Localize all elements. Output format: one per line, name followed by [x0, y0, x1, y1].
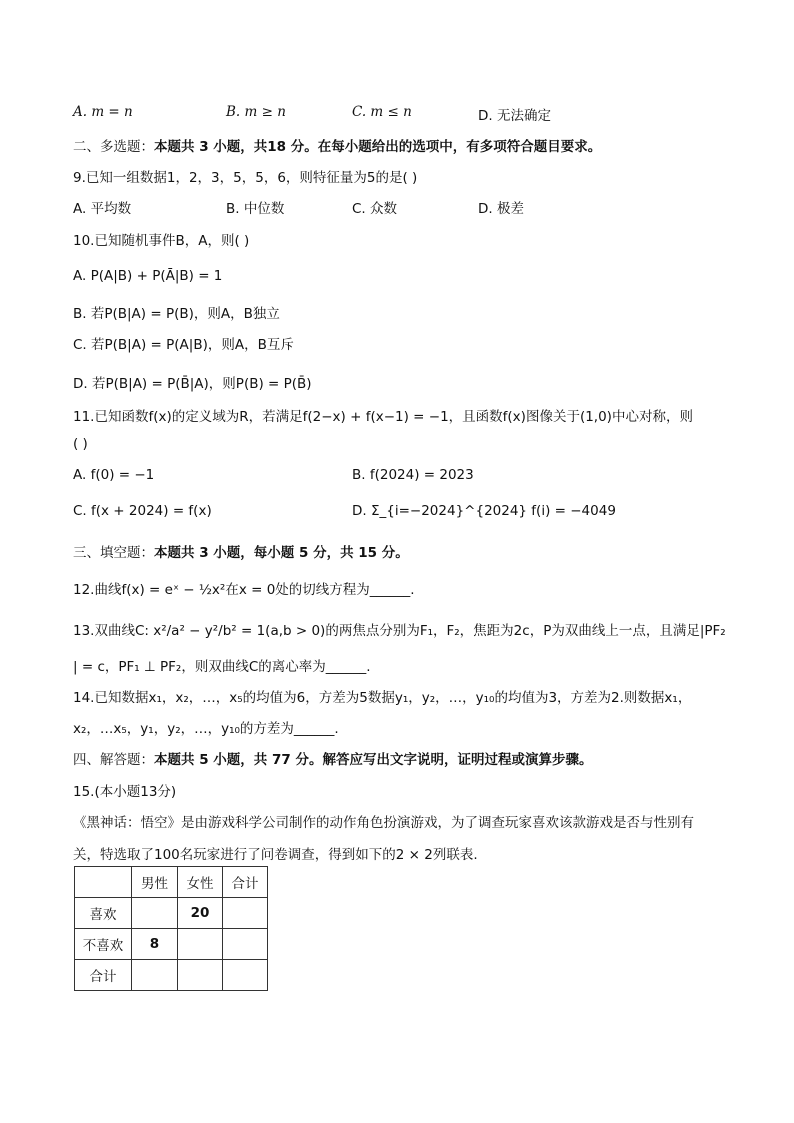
- q8-option-b: B. m ≥ n: [226, 104, 286, 120]
- q11-option-b: B. f(2024) = 2023: [352, 467, 474, 483]
- table-cell: 20: [178, 898, 223, 929]
- q15-paragraph-line2: 关，特选取了100名玩家进行了问卷调查，得到如下的2 × 2列联表.: [73, 847, 478, 863]
- table-row: [75, 929, 268, 960]
- table-cell: [223, 960, 268, 991]
- q9-stem: 9.已知一组数据1，2，3，5，5，6，则特征量为5的是( ): [73, 170, 418, 186]
- table-cell: 8: [132, 929, 178, 960]
- q9-option-c: C. 众数: [352, 201, 398, 217]
- table-cell: [132, 960, 178, 991]
- table-row: [75, 960, 268, 991]
- table-cell: [223, 898, 268, 929]
- q8-option-a: A. m = n: [73, 104, 133, 120]
- q14-line2: x₂，…x₅，y₁，y₂，…，y₁₀的方差为______.: [73, 721, 339, 737]
- section-3-text: 本题共 3 小题，每小题 5 分，共 15 分。: [154, 545, 409, 561]
- section-4-text: 本题共 5 小题，共 77 分。解答应写出文字说明，证明过程或演算步骤。: [154, 752, 593, 768]
- table-header-cell: 男性: [132, 867, 178, 898]
- section-4-label: 四、解答题：: [73, 752, 154, 768]
- section-2-heading: [73, 135, 601, 155]
- table-header-cell: 合计: [223, 867, 268, 898]
- section-4-heading: [73, 748, 592, 768]
- q11-stem-line2: ( ): [73, 436, 88, 452]
- table-row-label: 合计: [75, 960, 132, 991]
- q11-option-c: C. f(x + 2024) = f(x): [73, 503, 212, 519]
- q8-option-c: C. m ≤ n: [352, 104, 412, 120]
- q15-heading: 15.(本小题13分): [73, 784, 177, 800]
- q13-line2: | = c，PF₁ ⊥ PF₂，则双曲线C的离心率为______.: [73, 659, 371, 675]
- q9-option-d: D. 极差: [478, 201, 524, 217]
- q10-stem: 10.已知随机事件B，A，则( ): [73, 233, 250, 249]
- q13-line1: 13.双曲线C: x²/a² − y²/b² = 1(a,b > 0)的两焦点分别为F₁，F₂，焦距为2c，P为双曲线上一点，且满足|PF₂: [73, 623, 726, 639]
- section-2-text: 本题共 3 小题，共18 分。在每小题给出的选项中，有多项符合题目要求。: [154, 139, 602, 155]
- table-row-label: 喜欢: [75, 898, 132, 929]
- section-3-heading: [73, 541, 409, 561]
- section-3-label: 三、填空题：: [73, 545, 154, 561]
- table-header-cell: [75, 867, 132, 898]
- q14-line1: 14.已知数据x₁，x₂，…，x₅的均值为6，方差为5数据y₁，y₂，…，y₁₀的均值为3，方差为2.则数据x₁，: [73, 690, 692, 706]
- q12-text: 12.曲线f(x) = eˣ − ½x²在x = 0处的切线方程为______.: [73, 582, 415, 598]
- q11-option-a: A. f(0) = −1: [73, 467, 155, 483]
- q10-option-d: D. 若P(B|A) = P(B̄|A)，则P(B) = P(B̄): [73, 376, 312, 392]
- table-header-row: [75, 867, 268, 898]
- q9-option-a: A. 平均数: [73, 201, 132, 217]
- table-cell: [178, 960, 223, 991]
- table-cell: [223, 929, 268, 960]
- table-cell: [178, 929, 223, 960]
- q9-option-b: B. 中位数: [226, 201, 285, 217]
- q10-option-c: C. 若P(B|A) = P(A|B)，则A，B互斥: [73, 337, 294, 353]
- section-2-label: 二、多选题：: [73, 139, 154, 155]
- q11-option-d: D. Σ_{i=−2024}^{2024} f(i) = −4049: [352, 503, 616, 519]
- table-cell: [132, 898, 178, 929]
- table-row-label: 不喜欢: [75, 929, 132, 960]
- table-row: [75, 898, 268, 929]
- contingency-table: [74, 866, 268, 991]
- q15-paragraph-line1: 《黑神话：悟空》是由游戏科学公司制作的动作角色扮演游戏，为了调查玩家喜欢该款游戏是否与性别有: [73, 815, 694, 831]
- q11-stem-line1: 11.已知函数f(x)的定义域为R，若满足f(2−x) + f(x−1) = −1，且函数f(x)图像关于(1,0)中心对称，则: [73, 409, 693, 425]
- table-header-cell: 女性: [178, 867, 223, 898]
- q10-option-a: A. P(A|B) + P(Ā|B) = 1: [73, 268, 223, 284]
- q8-option-d: D. 无法确定: [478, 108, 551, 124]
- q10-option-b: B. 若P(B|A) = P(B)，则A，B独立: [73, 306, 280, 322]
